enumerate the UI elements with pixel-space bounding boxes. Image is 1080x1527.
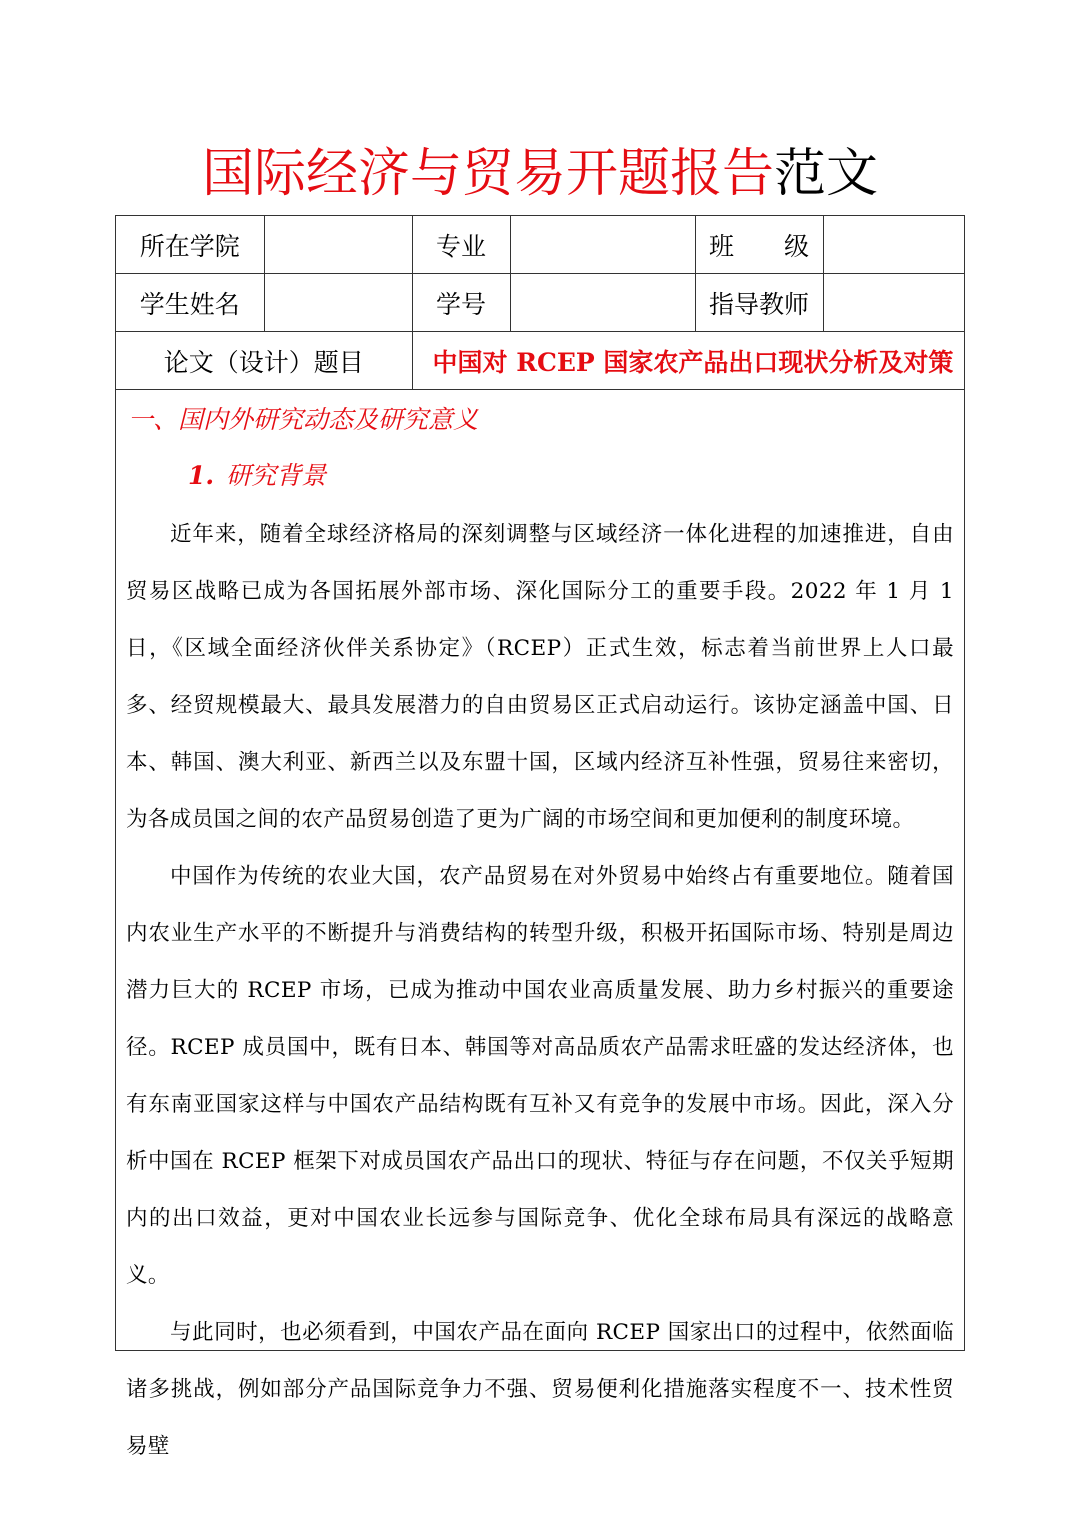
info-table [116, 216, 964, 390]
paragraph-2: 中国作为传统的农业大国，农产品贸易在对外贸易中始终占有重要地位。随着国内农业生产水平的不断提升与消费结构的转型升级，积极开拓国际市场、特别是周边潜力巨大的 RCEP 市场，已成为推动中国农业高质量发展、助力乡村振兴的重要途径。RCEP 成员国中，既有日本、韩国等对高品质农产品需求旺盛的发达经济体，也有东南亚国家这样与中国农产品结构既有互补又有竞争的发展中市场。因此，深入分析中国在 RCEP 框架下对成员国农产品出口的现状、特征与存在问题，不仅关乎短期内的出口效益，更对中国农业长远参与国际竞争、优化全球布局具有深远的战略意义。 [126, 864, 954, 1288]
topic-value[interactable]: 中国对 RCEP 国家农产品出口现状分析及对策 [412, 332, 964, 390]
subsection-heading [188, 462, 954, 490]
college-label: 所在学院 [116, 216, 264, 274]
section-heading: 一、国内外研究动态及研究意义 [128, 405, 479, 434]
paragraph-3: 与此同时，也必须看到，中国农产品在面向 RCEP 国家出口的过程中，依然面临诸多挑战，例如部分产品国际竞争力不强、贸易便利化措施落实程度不一、技术性贸易壁 [126, 1320, 954, 1459]
info-row-1 [116, 216, 964, 274]
title-red-part: 国际经济与贸易开题报告 [201, 144, 774, 204]
student-id-label: 学号 [412, 274, 510, 332]
advisor-field[interactable] [823, 274, 964, 332]
proposal-form [115, 215, 965, 1459]
major-label: 专业 [412, 216, 510, 274]
student-name-field[interactable] [264, 274, 412, 332]
paragraph-1: 近年来，随着全球经济格局的深刻调整与区域经济一体化进程的加速推进，自由贸易区战略已成为各国拓展外部市场、深化国际分工的重要手段。2022 年 1 月 1 日，《区域全面经济伙伴关系协定》（RCEP）正式生效，标志着当前世界上人口最多、经贸规模最大、最具发展潜力的自由贸易区正式启动运行。该协定涵盖中国、日本、韩国、澳大利亚、新西兰以及东盟十国，区域内经济互补性强，贸易往来密切，为各成员国之间的农产品贸易创造了更为广阔的市场空间和更加便利的制度环境。 [126, 522, 954, 832]
class-field[interactable] [823, 216, 964, 274]
form-body [116, 406, 964, 1475]
class-label: 班 级 [695, 216, 823, 274]
info-row-2 [116, 274, 964, 332]
subsection-title: 研究背景 [226, 461, 327, 490]
title-black-part: 范文 [774, 144, 879, 204]
student-id-field[interactable] [510, 274, 695, 332]
college-field[interactable] [264, 216, 412, 274]
page-title [0, 140, 1080, 208]
subsection-number: 1. [188, 461, 215, 490]
topic-label: 论文（设计）题目 [116, 332, 412, 390]
advisor-label: 指导教师 [695, 274, 823, 332]
student-name-label: 学生姓名 [116, 274, 264, 332]
major-field[interactable] [510, 216, 695, 274]
info-row-3 [116, 332, 964, 390]
